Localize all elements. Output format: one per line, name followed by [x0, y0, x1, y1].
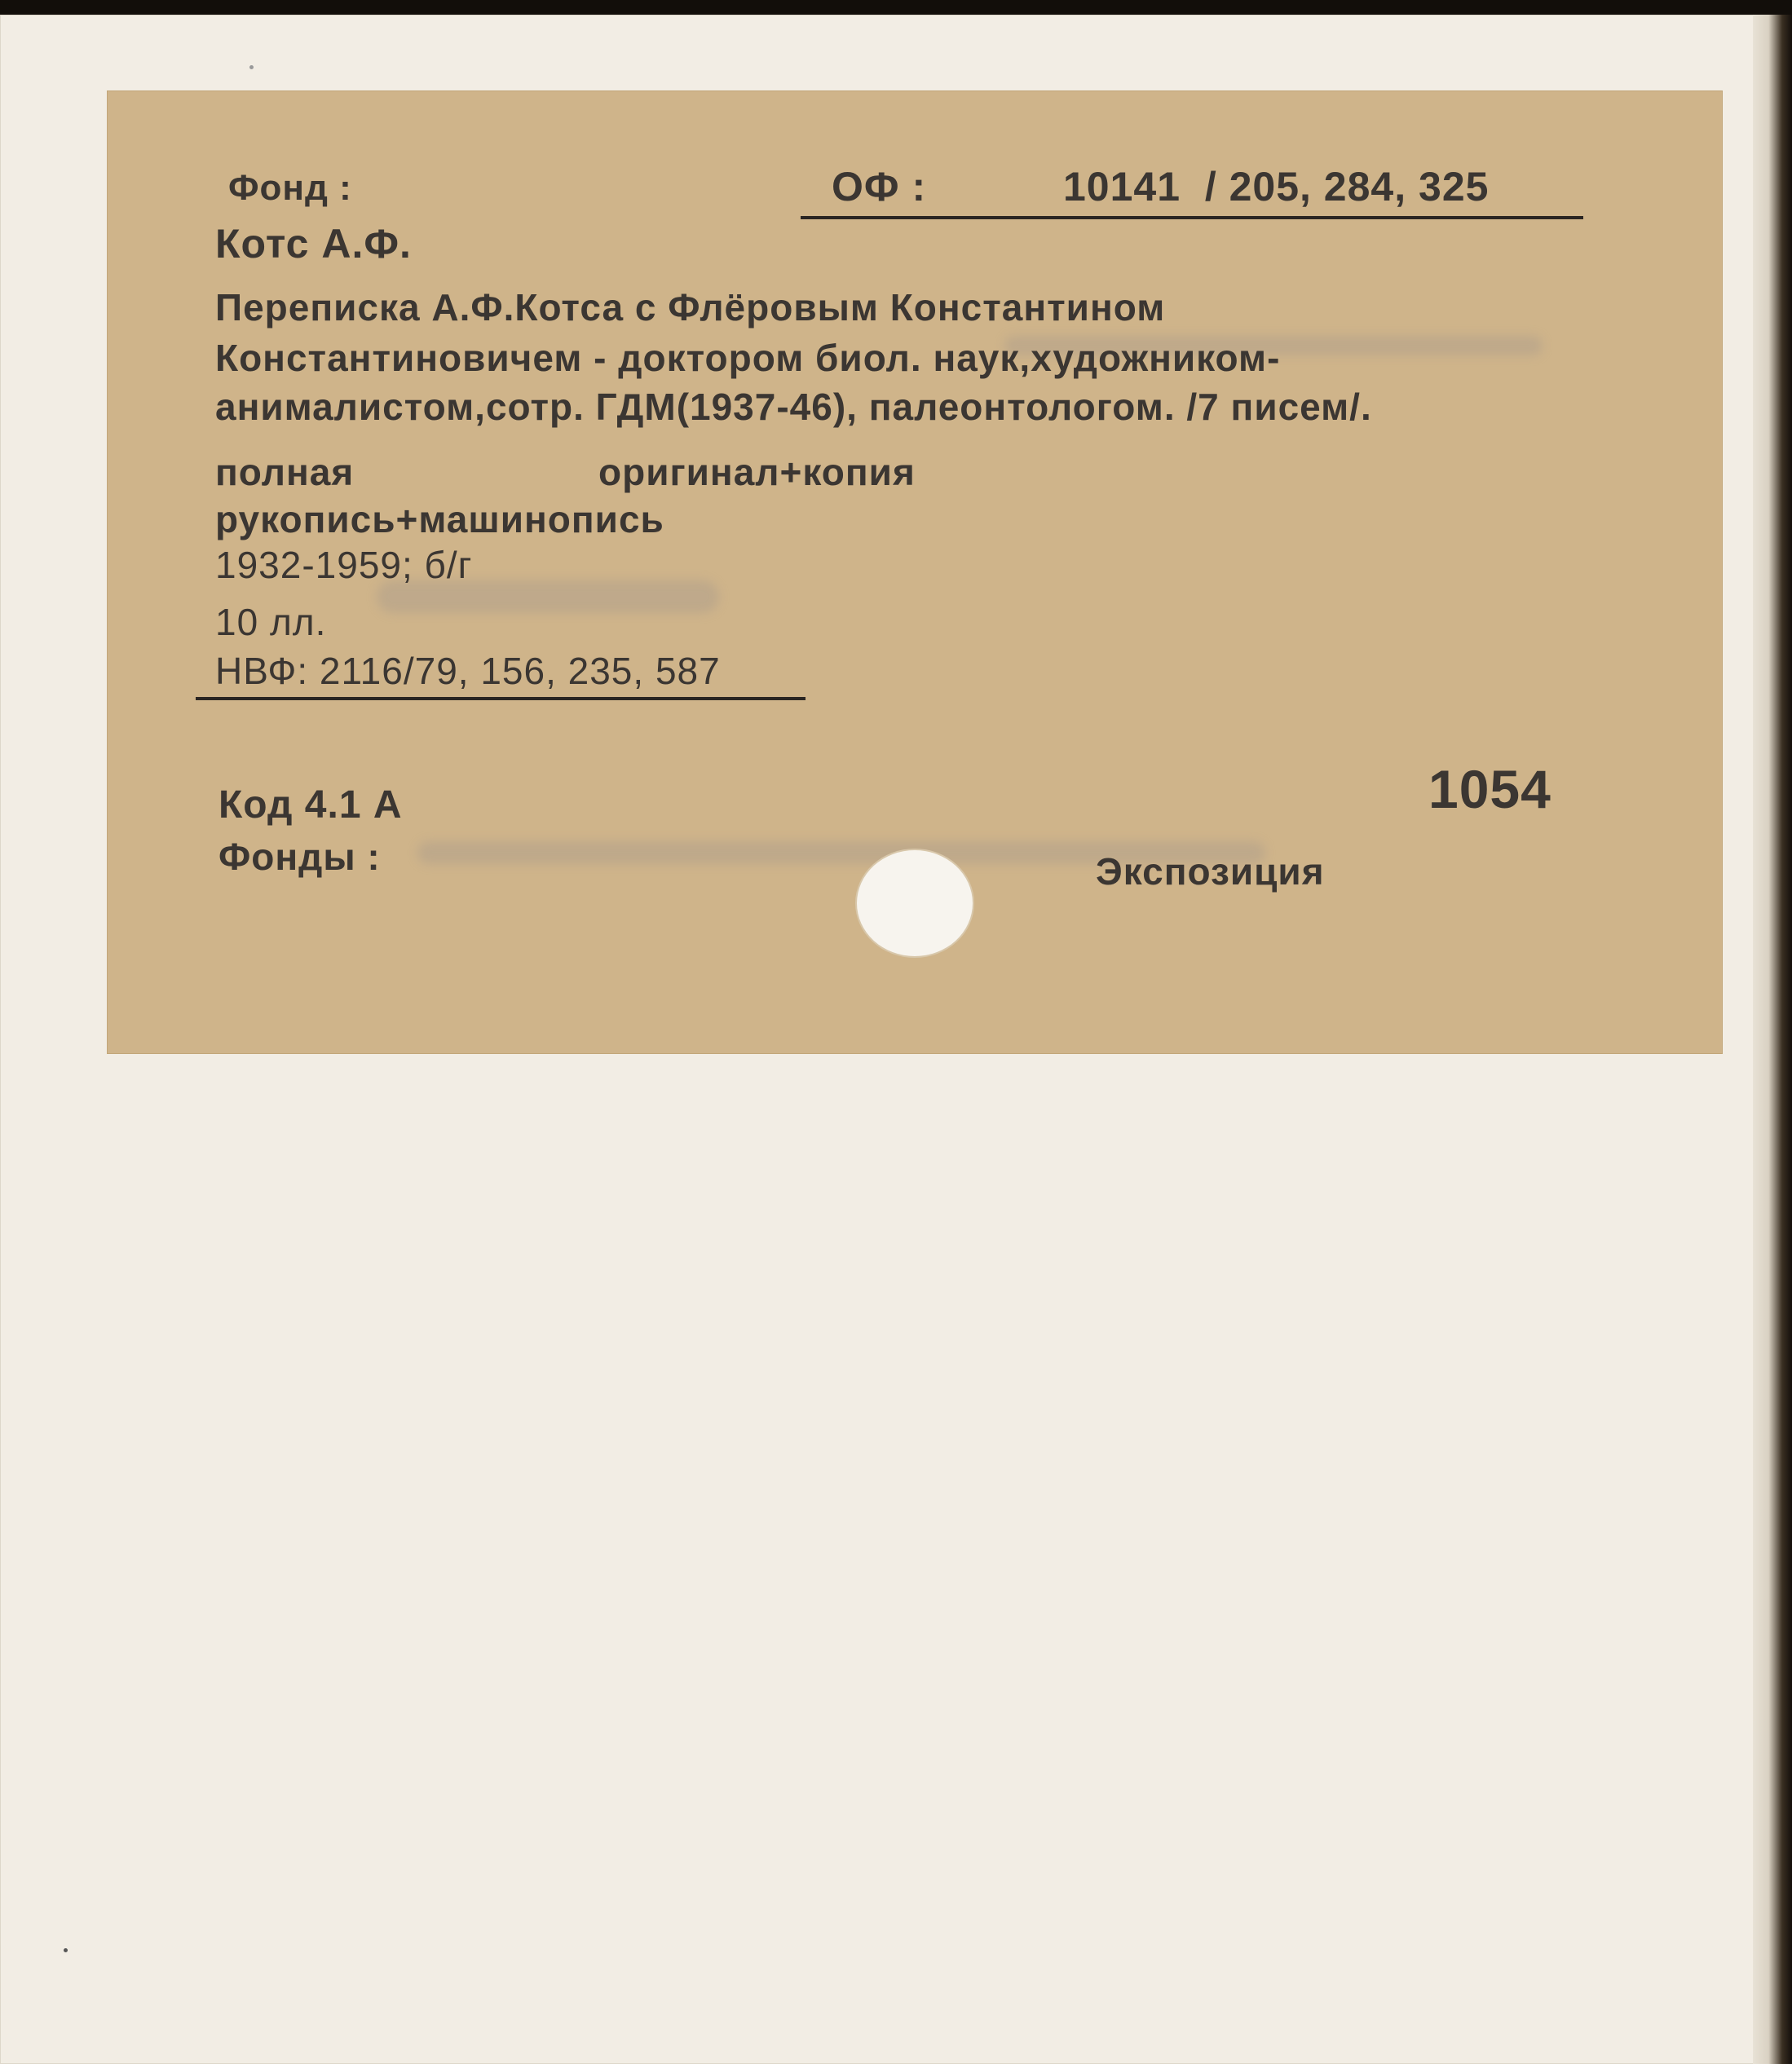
description-line-3: анималистом,сотр. ГДМ(1937-46), палеонтологом. /7 писем/.: [215, 386, 1372, 428]
funds-label: Фонды :: [218, 836, 381, 878]
code: Код 4.1 А: [218, 783, 403, 827]
description-line-1: Переписка А.Ф.Котса с Флёровым Константином: [215, 286, 1166, 329]
of-underline: [801, 216, 1583, 219]
dust-speck: [64, 1948, 68, 1952]
fond-label: Фонд :: [228, 168, 352, 208]
of-label: ОФ :: [832, 164, 927, 209]
nvf-underline: [196, 697, 806, 700]
dates: 1932-1959; б/г: [215, 544, 473, 586]
form: оригинал+копия: [598, 451, 916, 493]
dust-speck: [249, 65, 254, 69]
exposition: Экспозиция: [1096, 850, 1325, 893]
nvf-reference: НВФ: 2116/79, 156, 235, 587: [215, 650, 721, 692]
page-edge-shadow: [1753, 15, 1792, 2064]
catalog-card: [108, 91, 1722, 1053]
of-value: 10141 / 205, 284, 325: [1063, 164, 1490, 209]
card-number: 1054: [1428, 759, 1551, 819]
completeness: полная: [215, 451, 355, 493]
scan-top-border: [0, 0, 1792, 15]
punch-hole: [857, 850, 973, 956]
description-line-2: Константиновичем - доктором биол. наук,художником-: [215, 337, 1281, 379]
technique: рукопись+машинопись: [215, 498, 664, 540]
author: Котс А.Ф.: [215, 221, 412, 267]
sheets: 10 лл.: [215, 601, 327, 643]
